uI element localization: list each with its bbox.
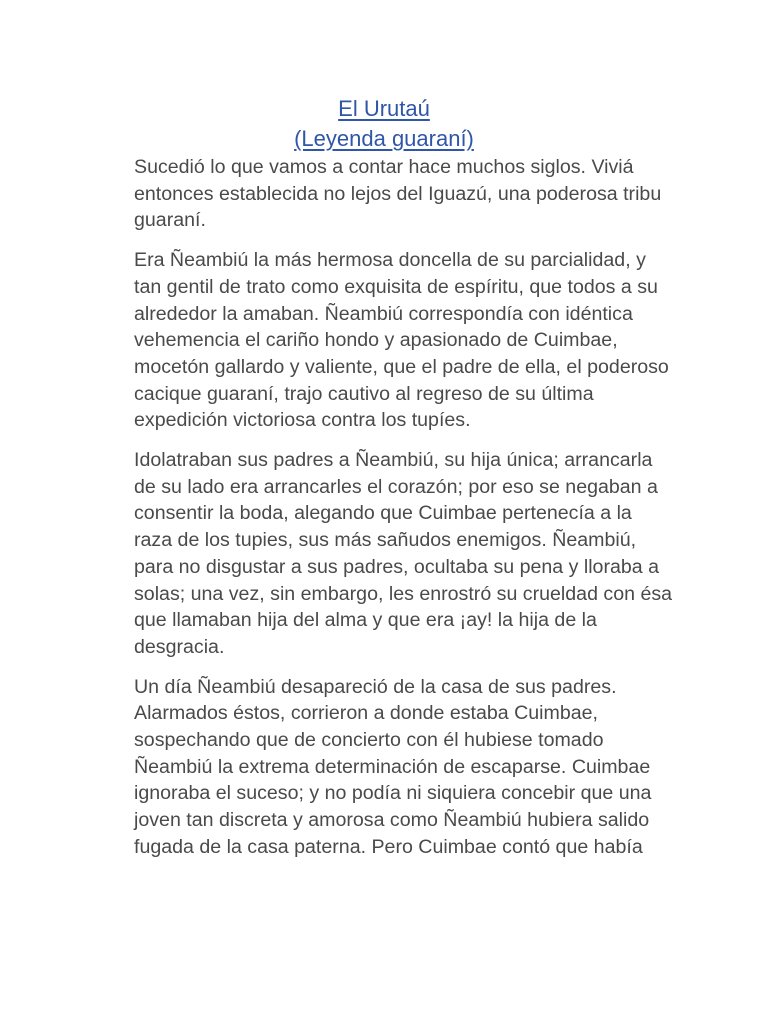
paragraph-4: Un día Ñeambiú desapareció de la casa de sus padres. Alarmados éstos, corrieron a donde estaba Cuimbae, sospechando que de concierto con él hubiese tomado Ñeambiú la extrema determinación de escaparse. Cuimbae ignoraba el suceso; y no podía ni siquiera concebir que una joven tan discreta y amorosa como Ñeambiú hubiera salido fugada de la casa paterna. Pero Cuimbae contó que había [134,675,652,858]
document-subtitle: (Leyenda guaraní) [294,126,474,151]
document-title: El Urutaú [338,96,430,121]
paragraph-3: Idolatraban sus padres a Ñeambiú, su hija única; arrancarla de su lado era arrancarles el corazón; por eso se negaban a consentir la boda, alegando que Cuimbae pertenecía a la raza de los tupies, sus más sañudos enemigos. Ñeambiú, para no disgustar a sus padres, ocultaba su pena y lloraba a solas; una vez, sin embargo, les enrostró su crueldad con ésa que llamaban hija del alma y que era ¡ay! la hija de la desgracia. [134,449,673,658]
paragraph-2: Era Ñeambiú la más hermosa doncella de su parcialidad, y tan gentil de trato como exquisita de espíritu, que todos a su alrededor la amaban. Ñeambiú correspondía con idéntica vehemencia el cariño hondo y apasionado de Cuimbae, mocetón gallardo y valiente, que el padre de ella, el poderoso cacique guaraní, trajo cautivo al regreso de su última expedición victoriosa contra los tupíes. [134,249,669,432]
title-block [134,94,634,154]
paragraph-1: Sucedió lo que vamos a contar hace muchos siglos. Viviá entonces establecida no lejos del Iguazú, una poderosa tribu guaraní. [134,156,662,232]
document-body [134,154,674,861]
